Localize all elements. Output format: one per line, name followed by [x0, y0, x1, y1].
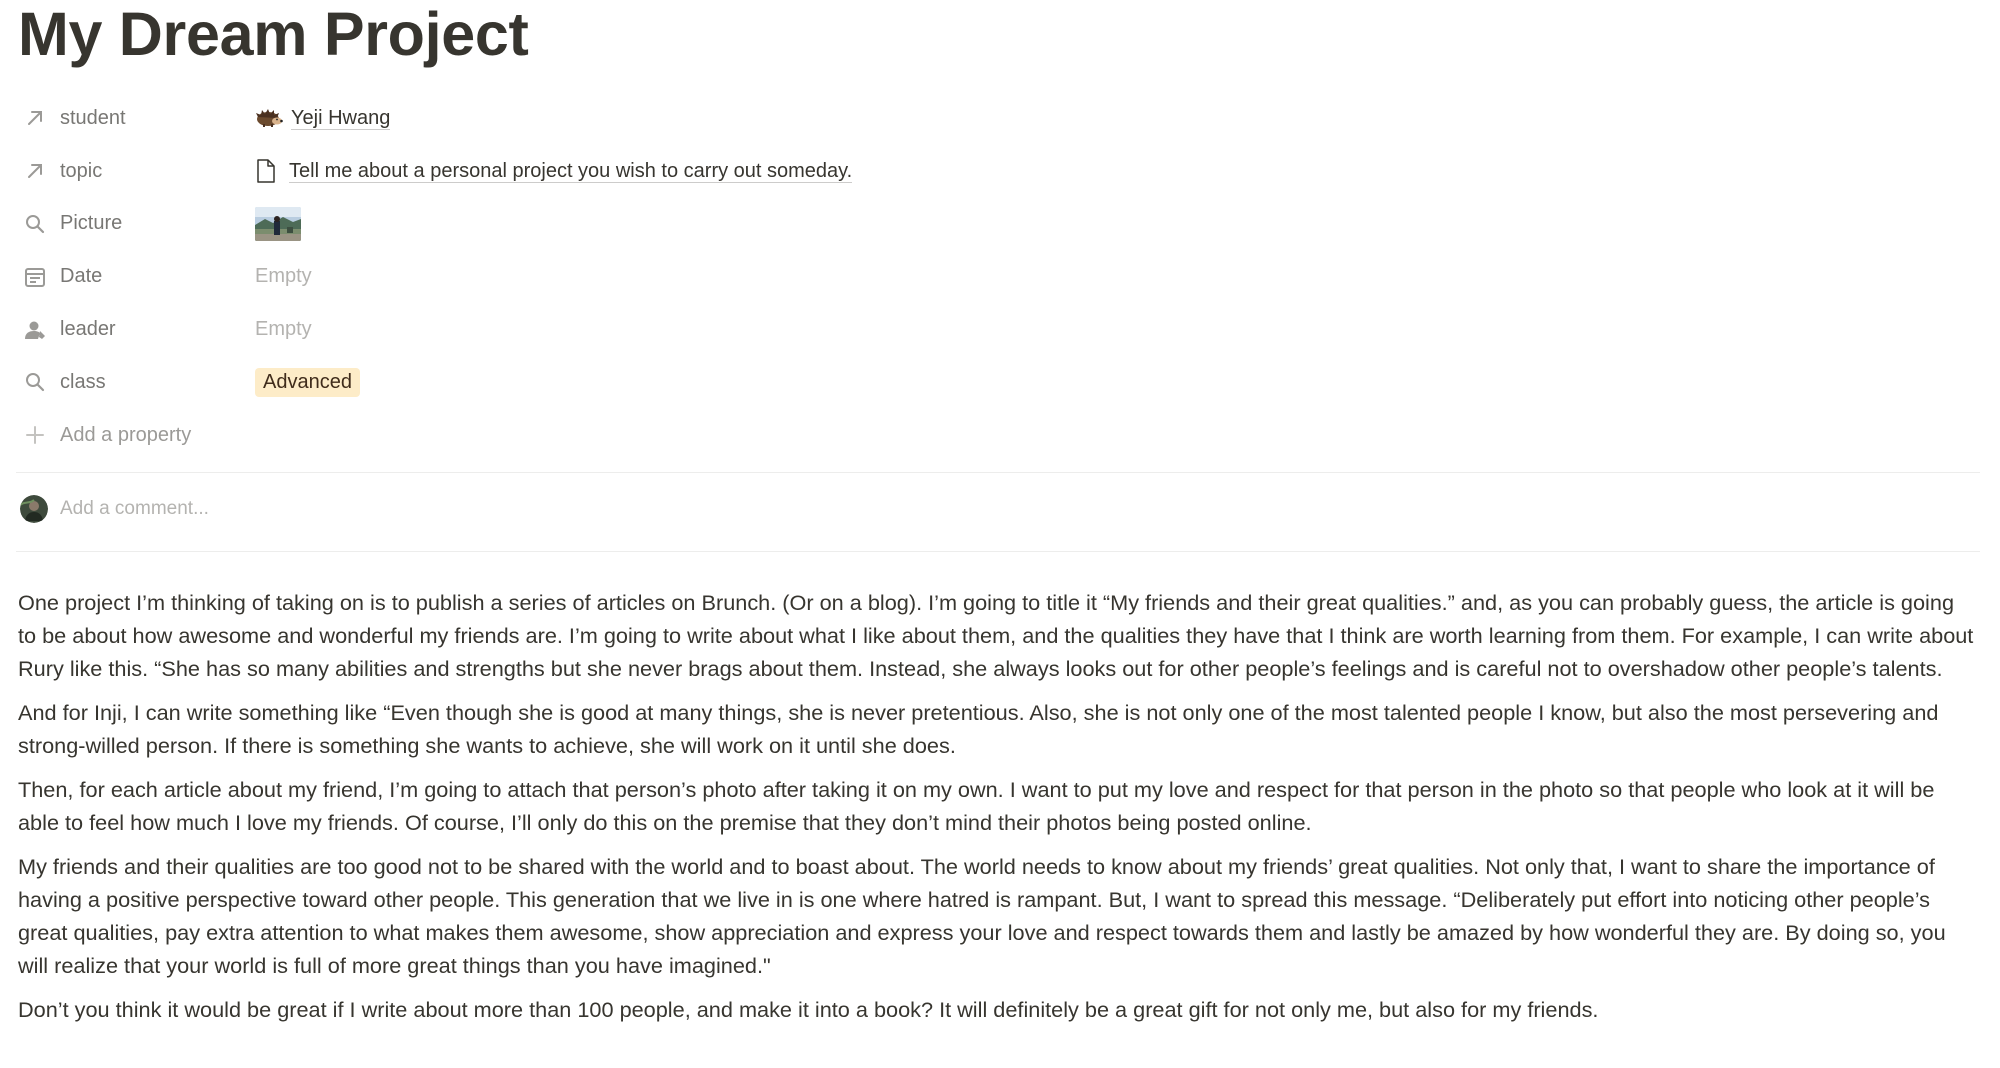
- property-row-date: [18, 250, 1978, 303]
- property-label: topic: [60, 159, 103, 182]
- document-icon: [255, 158, 277, 184]
- property-row-student: [18, 92, 1978, 145]
- calendar-icon: [22, 264, 48, 290]
- property-value-leader[interactable]: Empty: [255, 318, 312, 341]
- page-title[interactable]: My Dream Project: [18, 0, 529, 68]
- add-property-button[interactable]: [18, 415, 191, 455]
- property-label: Date: [60, 265, 103, 288]
- property-label: class: [60, 370, 106, 393]
- add-property-row: [18, 409, 1978, 462]
- paragraph[interactable]: One project I’m thinking of taking on is to publish a series of articles on Brunch. (Or on a blog). I’m going to title it “My friends and their great qualities.” and, as you can probably guess, the article is going to be about how awesome and wonderful my friends are. I’m going to write about what I like about them, and the qualities they have that I think are worth learning from them. For example, I can write about Rury like this. “She has so many abilities and strengths but she never brags about them. Instead, she always looks out for other people’s feelings and is careful not to overshadow other people’s talents.: [18, 590, 1974, 681]
- property-value-topic[interactable]: [255, 151, 852, 191]
- hedgehog-icon: [255, 108, 283, 128]
- paragraph[interactable]: Don’t you think it would be great if I write about more than 100 people, and make it into a book? It will definitely be a great gift for not only me, but also for my friends.: [18, 997, 1599, 1022]
- property-row-picture: [18, 198, 1978, 251]
- person-icon: [22, 317, 48, 343]
- property-row-leader: [18, 303, 1978, 356]
- property-name-leader[interactable]: [18, 310, 255, 350]
- photo-thumbnail[interactable]: [255, 207, 301, 241]
- divider: [16, 551, 1980, 552]
- search-icon: [22, 211, 48, 237]
- comment-input[interactable]: [20, 494, 209, 524]
- property-name-topic[interactable]: [18, 151, 255, 191]
- divider: [16, 472, 1980, 473]
- paragraph[interactable]: Then, for each article about my friend, I’m going to attach that person’s photo after taking it on my own. I want to put my love and respect for that person in the photo so that people who look at it will be able to feel how much I love my friends. Of course, I’ll only do this on the premise that they don’t mind their photos being posted online.: [18, 777, 1935, 835]
- properties-panel: [18, 92, 1978, 462]
- page-body[interactable]: [18, 586, 1978, 1037]
- property-value-student[interactable]: [255, 98, 390, 138]
- property-row-topic: [18, 145, 1978, 198]
- property-name-class[interactable]: [18, 362, 255, 402]
- property-value-class[interactable]: [255, 362, 360, 402]
- plus-icon: [22, 422, 48, 448]
- property-value-date[interactable]: Empty: [255, 265, 312, 288]
- property-label: leader: [60, 318, 116, 341]
- property-label: Picture: [60, 212, 123, 235]
- property-value-picture[interactable]: [255, 204, 301, 244]
- property-name-picture[interactable]: [18, 204, 255, 244]
- arrow-up-right-icon: [22, 158, 48, 184]
- paragraph[interactable]: And for Inji, I can write something like “Even though she is good at many things, she is never pretentious. Also, she is not only one of the most talented people I know, but also the most persevering and strong-willed person. If there is something she wants to achieve, she will work on it until she does.: [18, 700, 1939, 758]
- class-tag[interactable]: Advanced: [255, 368, 360, 397]
- avatar: [20, 495, 48, 523]
- search-icon: [22, 369, 48, 395]
- property-label: student: [60, 106, 126, 129]
- property-name-student[interactable]: [18, 98, 255, 138]
- property-row-class: [18, 356, 1978, 409]
- add-property-label: Add a property: [60, 423, 192, 446]
- comment-placeholder: Add a comment...: [60, 498, 209, 519]
- topic-relation-link[interactable]: Tell me about a personal project you wish to carry out someday.: [289, 159, 853, 182]
- student-relation-link[interactable]: Yeji Hwang: [291, 106, 391, 129]
- arrow-up-right-icon: [22, 105, 48, 131]
- property-name-date[interactable]: [18, 257, 255, 297]
- paragraph[interactable]: My friends and their qualities are too good not to be shared with the world and to boast about. The world needs to know about my friends’ great qualities. Not only that, I want to share the importance of having a positive perspective toward other people. This generation that we live in is one where hatred is rampant. But, I want to spread this message. “Deliberately put effort into noticing other people’s great qualities, pay extra attention to what makes them awesome, show appreciation and express your love and respect towards them and lastly be amazed by how wonderful they are. By doing so, you will realize that your world is full of more great things than you have imagined.": [18, 854, 1946, 978]
